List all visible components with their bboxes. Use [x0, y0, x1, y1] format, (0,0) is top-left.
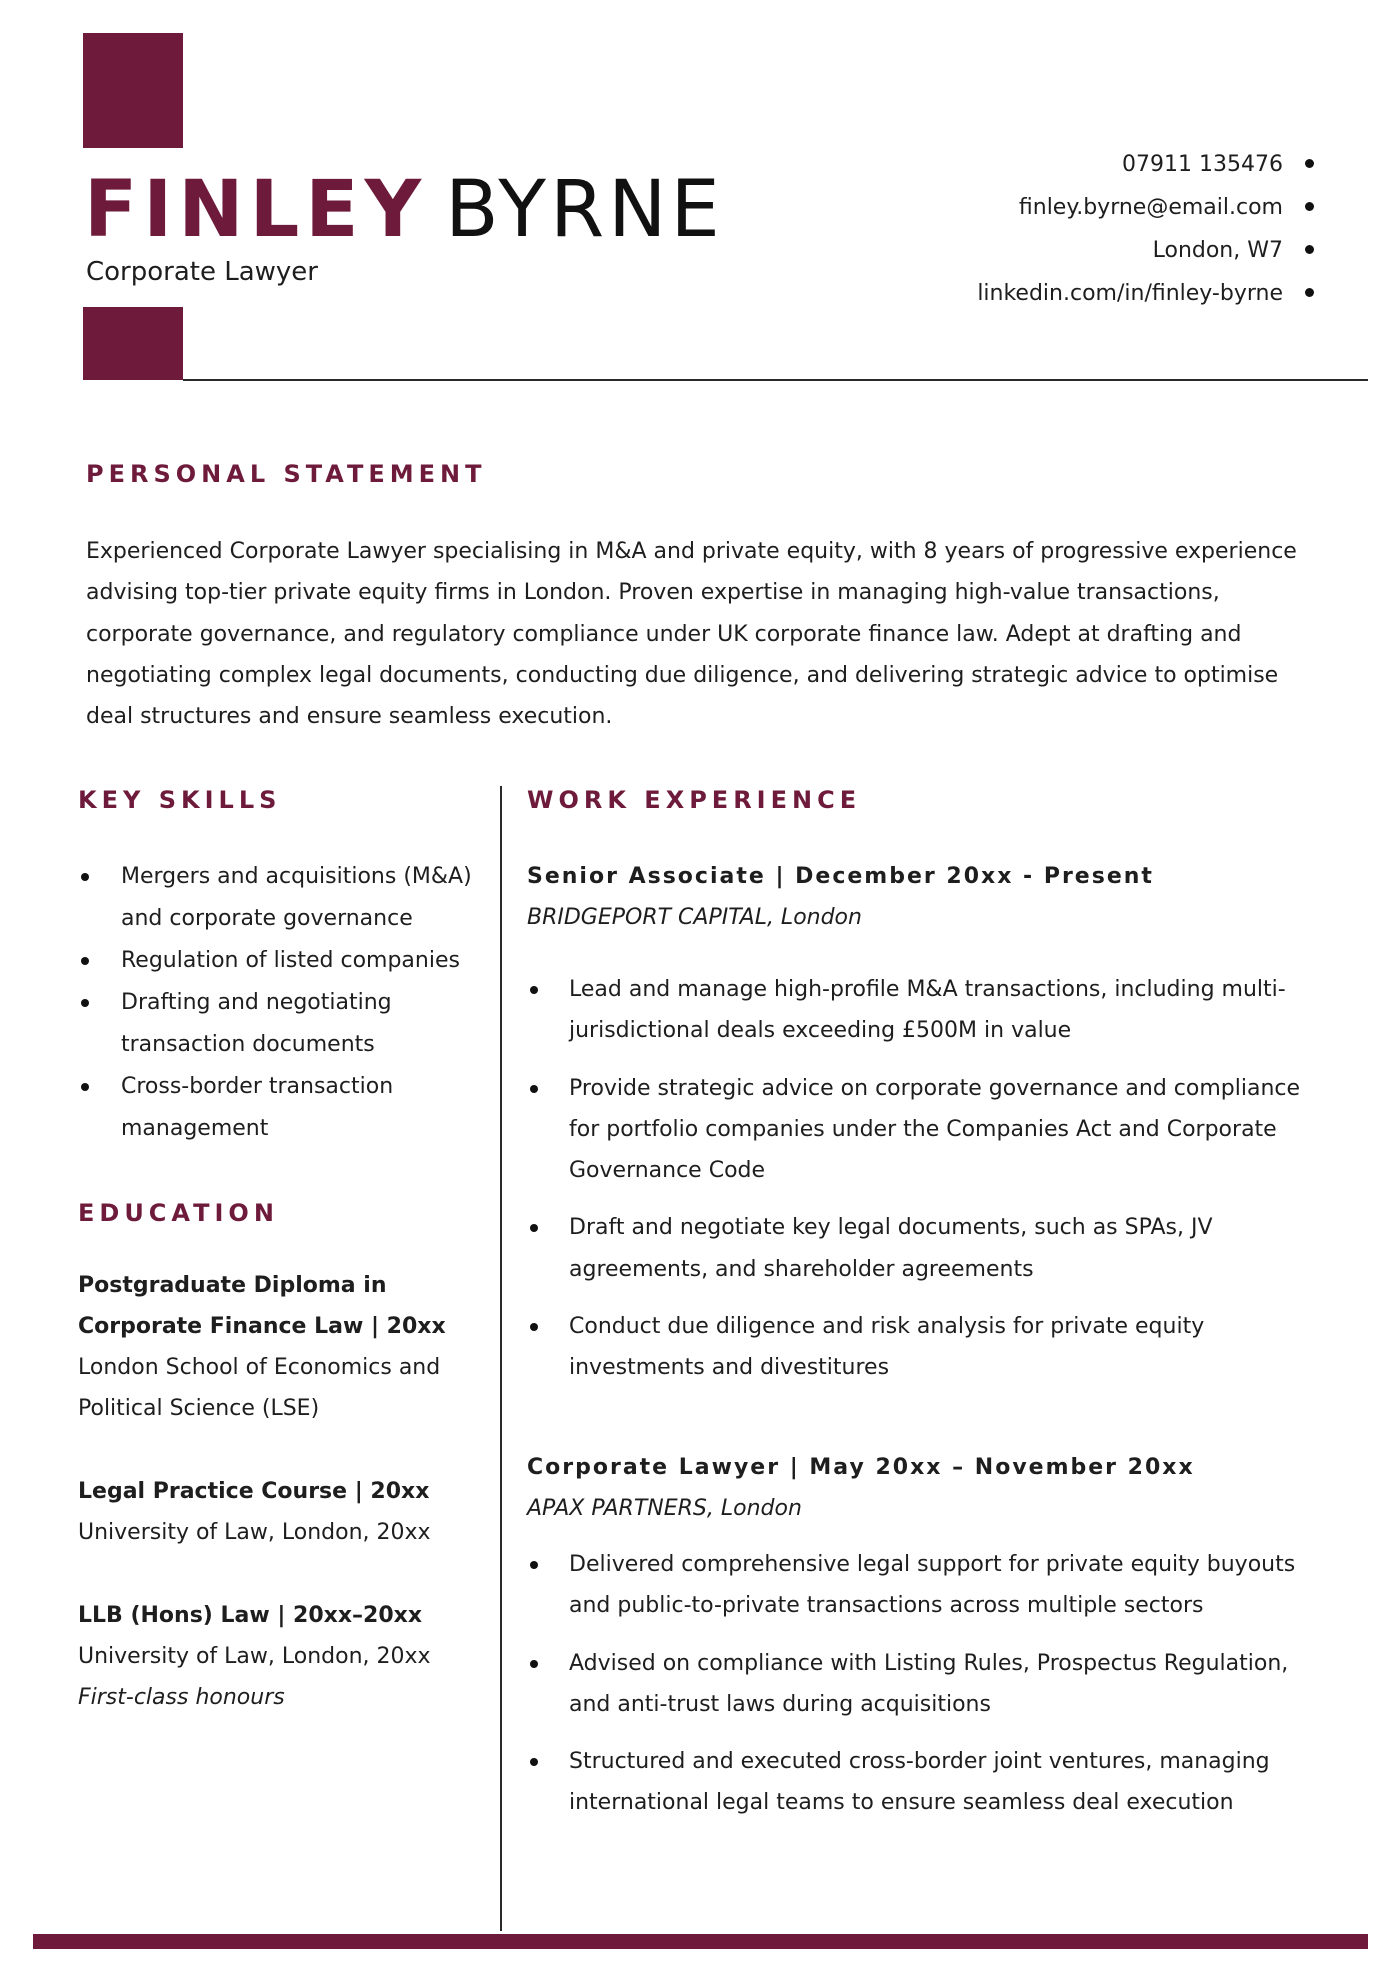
education-institution: University of Law, London, 20xx — [78, 1520, 431, 1545]
job-duty-item: Delivered comprehensive legal support for private equity buyouts and public-to-private transactions across multiple sectors — [527, 1544, 1327, 1627]
education-qualification: LLB (Hons) Law | 20xx–20xx — [78, 1603, 423, 1628]
education-qualification: Legal Practice Course | 20xx — [78, 1479, 430, 1504]
skill-item: Cross-border transaction management — [78, 1066, 478, 1150]
key-skills-heading: KEY SKILLS — [78, 786, 282, 814]
candidate-name — [84, 160, 724, 260]
contact-location — [977, 229, 1314, 272]
contact-email[interactable] — [977, 186, 1314, 229]
job-header — [527, 1447, 1195, 1529]
job-duties-list — [527, 969, 1327, 1405]
bullet-dot-icon — [1305, 288, 1314, 297]
job-duty-item: Advised on compliance with Listing Rules, Prospectus Regulation, and anti-trust laws during acquisitions — [527, 1643, 1327, 1726]
job-role: Corporate Lawyer | May 20xx – November 20xx — [527, 1455, 1195, 1480]
first-name: FINLEY — [84, 165, 428, 255]
contact-details — [977, 143, 1314, 315]
bullet-dot-icon — [1305, 245, 1314, 254]
skill-item: Regulation of listed companies — [78, 940, 478, 982]
education-entry — [78, 1595, 488, 1718]
skill-item: Drafting and negotiating transaction documents — [78, 982, 478, 1066]
job-duty-item: Structured and executed cross-border joint ventures, managing international legal teams to ensure seamless deal execution — [527, 1741, 1327, 1824]
job-duty-item: Provide strategic advice on corporate governance and compliance for portfolio companies under the Companies Act and Corporate Governance Code — [527, 1068, 1327, 1192]
education-note: First-class honours — [78, 1685, 285, 1710]
education-qualification: Postgraduate Diploma in Corporate Finance Law | 20xx — [78, 1273, 446, 1339]
column-divider — [500, 786, 502, 1931]
job-duty-item: Lead and manage high-profile M&A transactions, including multi-jurisdictional deals exceeding £500M in value — [527, 969, 1327, 1052]
personal-statement-heading: PERSONAL STATEMENT — [86, 460, 487, 488]
linkedin-text[interactable]: linkedin.com/in/finley-byrne — [977, 281, 1283, 306]
phone-text: 07911 135476 — [1122, 152, 1283, 177]
last-name: BYRNE — [445, 165, 724, 255]
job-employer: APAX PARTNERS, London — [527, 1496, 802, 1521]
education-institution: London School of Economics and Political Science (LSE) — [78, 1355, 441, 1421]
education-heading: EDUCATION — [78, 1199, 279, 1227]
education-institution: University of Law, London, 20xx — [78, 1644, 431, 1669]
header-divider — [183, 379, 1368, 381]
personal-statement-text: Experienced Corporate Lawyer specialising in M&A and private equity, with 8 years of progressive experience advising top-tier private equity firms in London. Proven expertise in managing high-value transactions, corporate governance, and regulatory compliance under UK corporate finance law. Adept at drafting and negotiating complex legal documents, conducting due diligence, and delivering strategic advice to optimise deal structures and ensure seamless execution. — [86, 539, 1297, 730]
job-employer: BRIDGEPORT CAPITAL, London — [527, 905, 862, 930]
key-skills-list — [78, 856, 478, 1150]
education-entry — [78, 1265, 488, 1429]
header-accent-block-top — [83, 33, 183, 148]
header-accent-block-bottom — [83, 307, 183, 380]
job-duties-list — [527, 1544, 1327, 1840]
skill-item: Mergers and acquisitions (M&A) and corporate governance — [78, 856, 478, 940]
job-header — [527, 856, 1154, 938]
bullet-dot-icon — [1305, 202, 1314, 211]
contact-linkedin[interactable] — [977, 272, 1314, 315]
job-title: Corporate Lawyer — [86, 257, 318, 287]
job-role: Senior Associate | December 20xx - Present — [527, 864, 1154, 889]
job-duty-item: Draft and negotiate key legal documents, such as SPAs, JV agreements, and shareholder agreements — [527, 1207, 1327, 1290]
contact-phone — [977, 143, 1314, 186]
education-entry — [78, 1471, 488, 1553]
location-text: London, W7 — [1152, 238, 1283, 263]
footer-accent-bar — [33, 1934, 1368, 1949]
work-experience-heading: WORK EXPERIENCE — [527, 786, 862, 814]
email-text[interactable]: finley.byrne@email.com — [1018, 195, 1283, 220]
job-duty-item: Conduct due diligence and risk analysis for private equity investments and divestitures — [527, 1306, 1327, 1389]
bullet-dot-icon — [1305, 159, 1314, 168]
